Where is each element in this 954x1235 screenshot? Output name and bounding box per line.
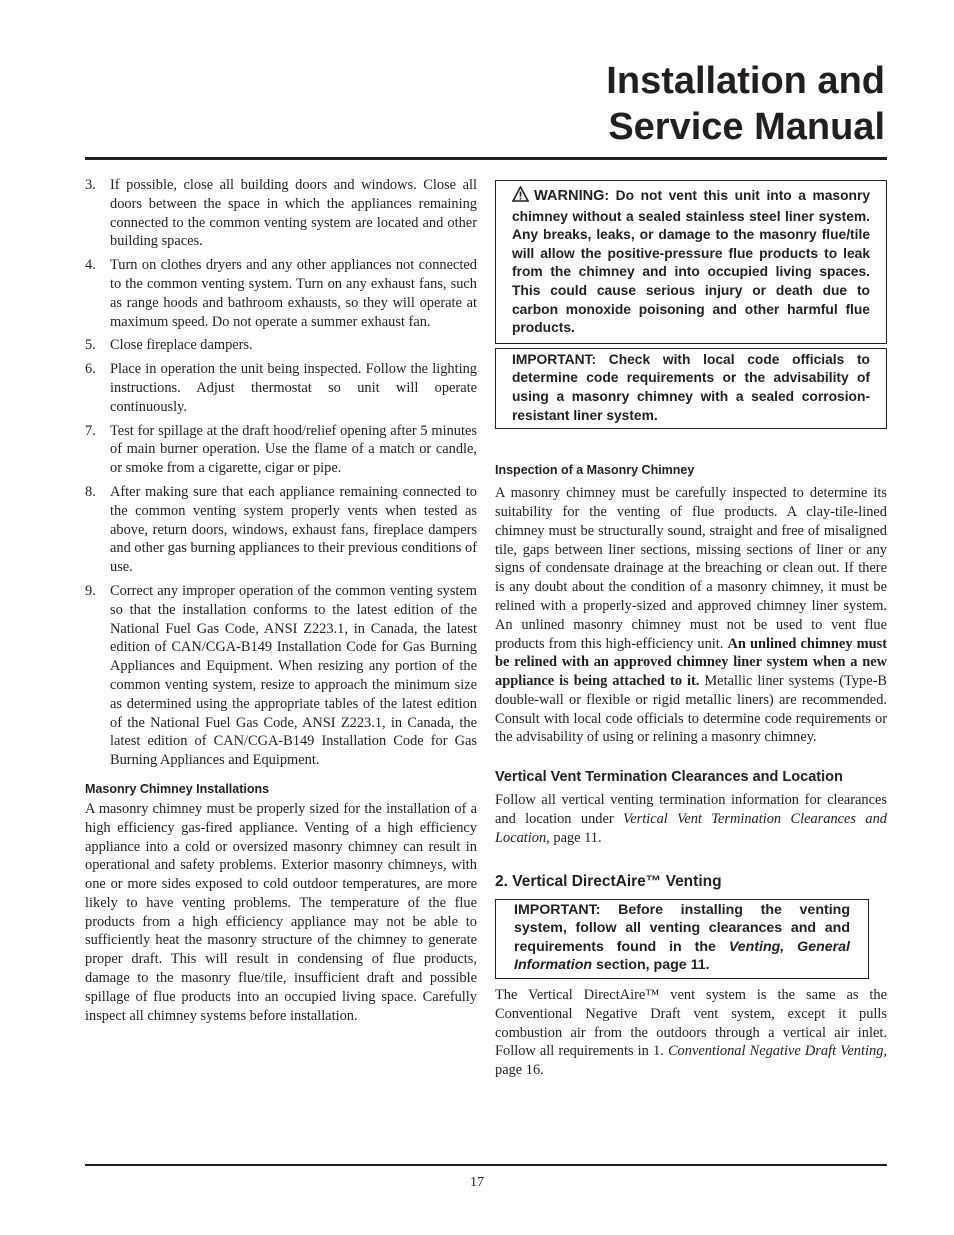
important2-text-a: IMPORTANT: Before installing the venting system, follow all venting clearances and and requirements found in the bbox=[514, 901, 850, 955]
directaire-heading: 2. Vertical DirectAire™ Venting bbox=[495, 872, 722, 890]
important-box-liner: IMPORTANT: Check with local code officials to determine code requirements or the advisability of using a masonry chimney with a sealed corrosion-resistant liner system. bbox=[495, 348, 887, 429]
inspection-text-a: A masonry chimney must be carefully inspected to determine its suitability for the venting of flue products. A clay-tile-lined chimney must be structurally sound, straight and free of misaligned tile, gaps between liner sections, missing sections of liner or any signs of condensate drainage at the breaching or clean out. If there is any doubt about the condition of a masonry chimney, it must be relined with a properly-sized and approved chimney liner system. An unlined masonry chimney must not be used to vent flue products from this high-efficiency unit. bbox=[495, 485, 887, 652]
warning-label: WARNING bbox=[534, 188, 605, 204]
step-text: Correct any improper operation of the common venting system so that the installation conforms to the latest edition of the National Fuel Gas Code, ANSI Z223.1, in Canada, the latest edition of CAN/CGA-B149 Installation Code for Gas Burning Appliances and Equipment. When resizing any portion of the common venting system, resize to approach the minimum size as determined using the appropriate tables of the latest edition of the National Fuel Gas Code, ANSI Z223.1, in Canada, the latest edition of CAN/CGA-B149 Installation Code for Gas Burning Appliances and Equipment. bbox=[110, 582, 477, 769]
vertical-text-italic: Vertical Vent Termination Clearances and Location bbox=[495, 811, 887, 846]
warning-triangle-icon bbox=[512, 186, 529, 208]
step-number: 5. bbox=[85, 337, 96, 354]
masonry-text: A masonry chimney must be properly sized for the installation of a high efficiency gas-fired appliance. Venting of a high efficiency appliance into a cold or oversized masonry chimney can result in operational and safety problems. Exterior masonry chimneys, with one or more sides exposed to cold outdoor temperatures, are more likely to have venting problems. The temperature of the flue products from a high efficiency appliance may not be able to sufficiently heat the masonry structure of the chimney to generate proper draft. This will result in condensing of flue products, damage to the masonry flue/tile, insufficient draft and possible spillage of flue products into an occupied living space. Carefully inspect all chimney systems before installation. bbox=[85, 800, 477, 1024]
left-column bbox=[85, 176, 477, 1025]
vertical-text-c: , page 11. bbox=[546, 829, 602, 846]
list-item bbox=[85, 422, 477, 478]
step-text: If possible, close all building doors and windows. Close all doors between the space in which the appliances remaining connected to the common venting system are located and other building spaces. bbox=[110, 177, 477, 250]
vertical-termination-heading: Vertical Vent Termination Clearances and Location bbox=[495, 769, 843, 786]
top-rule bbox=[85, 157, 887, 160]
list-item bbox=[85, 483, 477, 577]
step-number: 7. bbox=[85, 422, 96, 439]
list-item bbox=[85, 256, 477, 331]
warning-text: : Do not vent this unit into a masonry chimney without a sealed stainless steel liner system. Any breaks, leaks, or damage to the masonry flue/tile will allow the positive-pressure flue products to leak from the chimney and into occupied living spaces. This could cause serious injury or death due to carbon monoxide poisoning and other harmful flue products. bbox=[512, 188, 870, 336]
step-number: 9. bbox=[85, 582, 96, 599]
step-number: 8. bbox=[85, 483, 96, 500]
directaire-text-c: page 16. bbox=[495, 1062, 544, 1079]
step-text: Place in operation the unit being inspected. Follow the lighting instructions. Adjust thermostat so unit will operate continuously. bbox=[110, 361, 477, 415]
page-title bbox=[606, 58, 885, 150]
right-column bbox=[495, 180, 887, 1080]
directaire-text bbox=[495, 986, 887, 1080]
step-text: Close fireplace dampers. bbox=[110, 337, 253, 354]
list-item bbox=[85, 336, 477, 355]
step-list bbox=[85, 176, 477, 770]
title-line-2: Service Manual bbox=[608, 106, 885, 148]
inspection-text-bold: An unlined chimney must be relined with an approved chimney liner system when a new appliance is being attached to it. bbox=[495, 635, 888, 690]
title-line-1: Installation and bbox=[606, 60, 885, 102]
masonry-heading: Masonry Chimney Installations bbox=[85, 781, 270, 796]
inspection-text-c: Metallic liner systems (Type-B double-wall or flexible or rigid metallic liners) are recommended. Consult with local code officials to determine code requirements or the advisability of using or relining a masonry chimney. bbox=[495, 673, 887, 746]
directaire-text-italic: Conventional Negative Draft Venting, bbox=[667, 1043, 887, 1060]
directaire-text-a: The Vertical DirectAire™ vent system is the same as the Conventional Negative Draft vent system, except it pulls combustion air from the outdoors through a vertical air inlet. Follow all requirements in 1. bbox=[495, 987, 887, 1060]
bottom-rule bbox=[85, 1164, 887, 1166]
important-box-venting bbox=[495, 899, 869, 979]
list-item bbox=[85, 582, 477, 770]
warning-box bbox=[495, 180, 887, 344]
list-item bbox=[85, 176, 477, 251]
step-number: 3. bbox=[85, 177, 96, 193]
important2-text-italic: Venting, General Information bbox=[514, 938, 850, 974]
inspection-heading: Inspection of a Masonry Chimney bbox=[495, 463, 695, 478]
vertical-text-a: Follow all vertical venting termination information for clearances and location under bbox=[495, 792, 887, 828]
vertical-termination-text bbox=[495, 791, 887, 847]
important2-text-c: section, page 11. bbox=[595, 957, 710, 974]
step-text: Turn on clothes dryers and any other appliances not connected to the common venting system. Turn on any exhaust fans, such as range hoods and bathroom exhausts, so they will operate at maximum speed. Do not operate a summer exhaust fan. bbox=[110, 257, 477, 330]
list-item bbox=[85, 360, 477, 416]
inspection-text bbox=[495, 484, 887, 747]
step-text: Test for spillage at the draft hood/relief opening after 5 minutes of main burner operation. Use the flame of a match or candle, or smoke from a cigarette, cigar or pipe. bbox=[110, 422, 477, 477]
step-number: 6. bbox=[85, 361, 96, 378]
step-text: After making sure that each appliance remaining connected to the common venting system properly vents when tested as above, return doors, windows, exhaust fans, fireplace dampers and other gas burning appliances to their previous conditions of use. bbox=[110, 483, 477, 576]
step-number: 4. bbox=[85, 257, 96, 274]
page-number: 17 bbox=[470, 1175, 484, 1190]
